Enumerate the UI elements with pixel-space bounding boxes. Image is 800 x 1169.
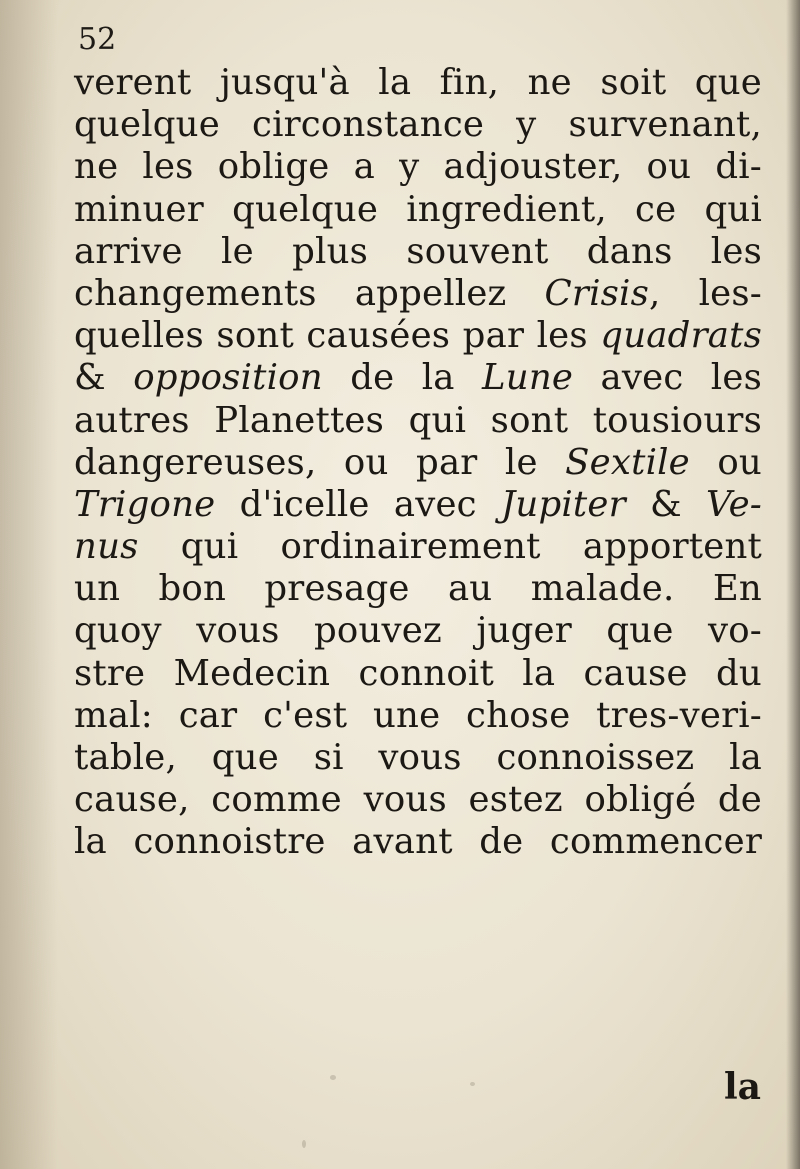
italic-term: Jupiter xyxy=(500,483,626,525)
text-line xyxy=(74,568,762,610)
italic-term: Trigone xyxy=(74,483,216,525)
text-run: , les- xyxy=(649,272,762,314)
text-run: autres Planettes qui sont tousiours xyxy=(74,399,762,441)
text-run: qui ordinairement apportent xyxy=(138,526,762,568)
text-line xyxy=(74,315,762,357)
page-edge xyxy=(786,0,800,1169)
text-run: arrive le plus souvent dans les xyxy=(74,230,762,272)
gutter-shadow xyxy=(0,0,58,1169)
text-line xyxy=(74,400,762,442)
text-line xyxy=(74,189,762,231)
ink-spot xyxy=(302,1140,306,1148)
text-run: minuer quelque ingredient, ce qui xyxy=(74,188,762,230)
text-run: de la xyxy=(322,357,483,399)
text-line xyxy=(74,231,762,273)
italic-term: Crisis xyxy=(544,272,650,314)
text-run: dangereuses, ou par le xyxy=(74,441,566,483)
body-text xyxy=(74,62,762,864)
page-number: 52 xyxy=(78,22,117,57)
text-run: & xyxy=(74,357,134,399)
text-run: table, que si vous connoissez la xyxy=(74,737,762,778)
text-line xyxy=(74,653,762,695)
text-run: quoy vous pouvez juger que vo- xyxy=(74,610,762,652)
italic-term: nus xyxy=(74,526,139,568)
text-run: quelque circonstance y survenant, xyxy=(74,104,762,146)
italic-term: Sextile xyxy=(565,441,690,483)
text-run: ou xyxy=(689,441,762,483)
text-line xyxy=(74,695,762,737)
italic-term: quadrats xyxy=(600,315,762,357)
text-run: avec les xyxy=(573,357,762,399)
text-line xyxy=(74,273,762,315)
ink-spot xyxy=(470,1082,475,1086)
italic-term: Lune xyxy=(482,357,574,399)
catchword: la xyxy=(724,1066,762,1108)
text-run: & xyxy=(625,483,706,525)
text-line xyxy=(74,357,762,399)
text-run: changements appellez xyxy=(74,272,545,314)
text-run: quelles sont causées par les xyxy=(74,315,601,357)
italic-term: Ve- xyxy=(706,483,762,525)
text-run: mal: car c'est une chose tres-veri- xyxy=(74,694,762,736)
text-line xyxy=(74,821,762,863)
text-run: ne les oblige a y adjouster, ou di- xyxy=(74,146,762,188)
text-run: stre Medecin connoit la cause du xyxy=(74,652,762,694)
text-line xyxy=(74,484,762,526)
text-line xyxy=(74,737,762,779)
text-line xyxy=(74,104,762,146)
text-line xyxy=(74,62,762,104)
text-line xyxy=(74,779,762,821)
text-run: verent jusqu'à la fin, ne soit que xyxy=(74,62,762,103)
text-line xyxy=(74,442,762,484)
text-line xyxy=(74,146,762,188)
ink-spot xyxy=(330,1075,336,1080)
italic-term: opposition xyxy=(133,357,323,399)
text-run: cause, comme vous estez obligé de xyxy=(74,779,762,821)
text-line xyxy=(74,610,762,652)
text-run: la connoistre avant de commencer xyxy=(74,821,762,863)
text-run: d'icelle avec xyxy=(215,483,501,525)
text-run: un bon presage au malade. En xyxy=(74,568,762,610)
text-line xyxy=(74,526,762,568)
